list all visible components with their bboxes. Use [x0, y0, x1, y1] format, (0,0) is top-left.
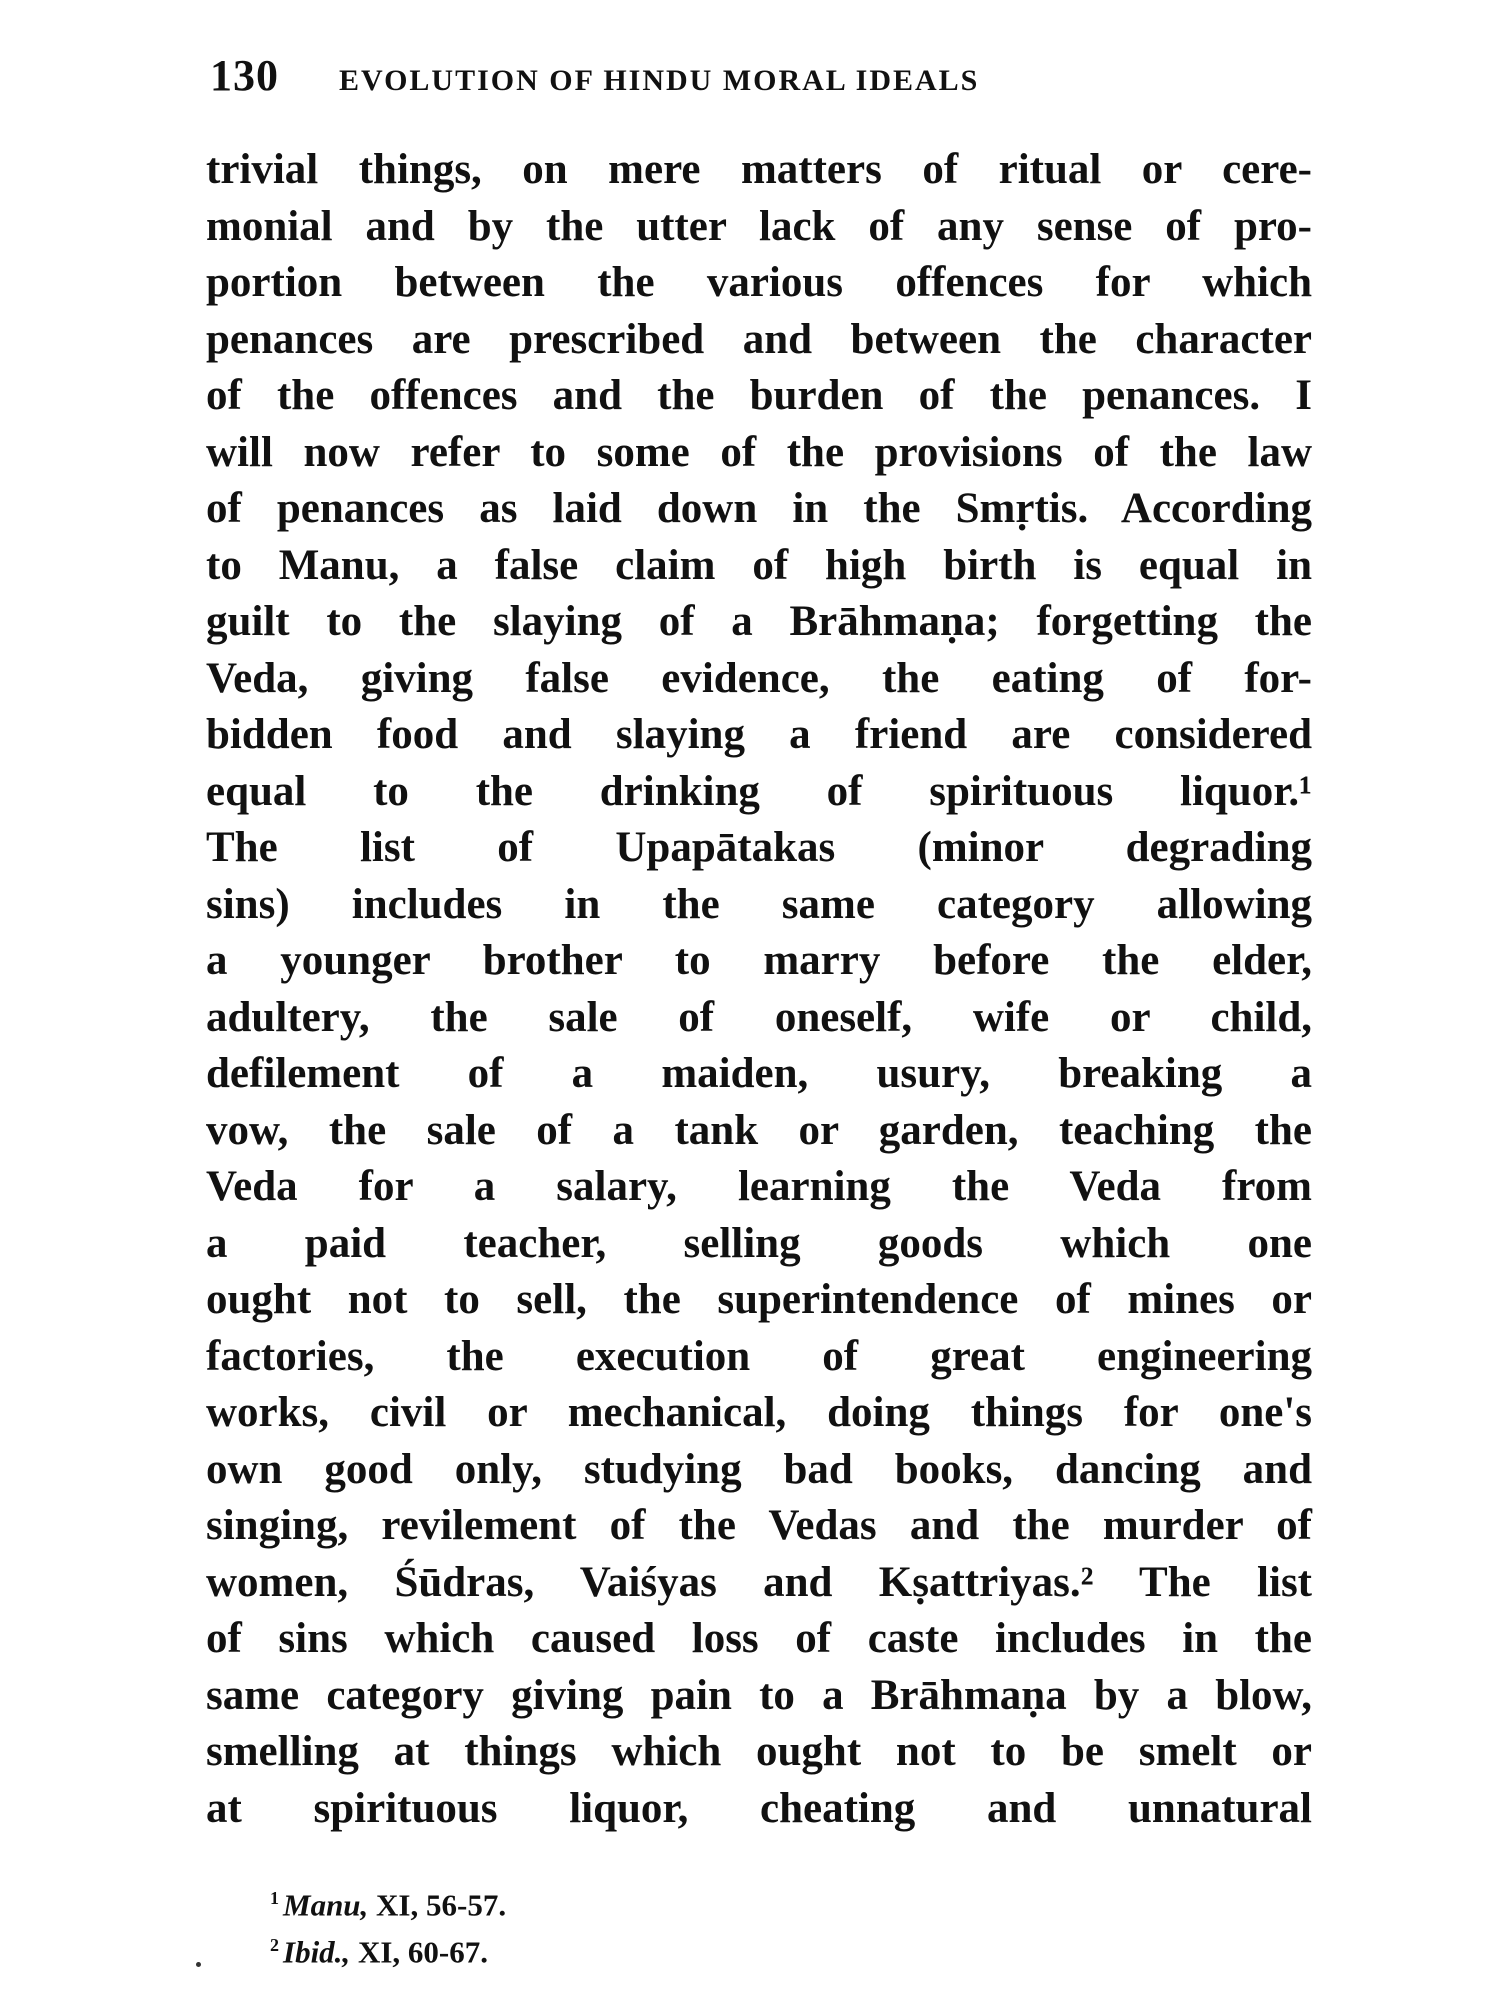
text-line: of penances as laid down in the Smṛtis. According: [206, 485, 1312, 532]
text-line: portion between the various offences for which: [206, 259, 1312, 306]
footnote-2: [270, 1925, 1170, 1972]
text-line: at spirituous liquor, cheating and unnatural: [206, 1784, 1312, 1832]
text-line: Veda, giving false evidence, the eating of for-: [206, 654, 1312, 702]
text-line: monial and by the utter lack of any sense of pro-: [206, 202, 1312, 250]
text-line: guilt to the slaying of a Brāhmaṇa; forgetting the: [206, 598, 1312, 645]
text-line: penances are prescribed and between the character: [206, 315, 1312, 363]
text-line: women, Śūdras, Vaiśyas and Kṣattriyas.² The list: [206, 1558, 1312, 1606]
page-number: 130: [210, 51, 279, 100]
text-line: equal to the drinking of spirituous liquor.¹: [206, 767, 1312, 815]
footnote-mark: 1: [270, 1888, 279, 1908]
body-text: [206, 142, 1312, 1837]
text-line: of the offences and the burden of the penances. I: [206, 372, 1312, 419]
page-header: [210, 50, 1310, 110]
text-line: a younger brother to marry before the elder,: [206, 937, 1312, 984]
text-line: smelling at things which ought not to be smelt or: [206, 1728, 1312, 1775]
footnote-1: [270, 1878, 1170, 1925]
footnote-text: XI, 60-67.: [350, 1934, 488, 1970]
text-line: adultery, the sale of oneself, wife or child,: [206, 993, 1312, 1041]
footnotes: [270, 1878, 1170, 1973]
footnote-text: XI, 56-57.: [368, 1887, 507, 1923]
text-line: of sins which caused loss of caste includes in the: [206, 1615, 1312, 1662]
text-line: will now refer to some of the provisions of the law: [206, 428, 1312, 476]
footnote-source: Ibid.,: [283, 1934, 351, 1970]
text-line: defilement of a maiden, usury, breaking a: [206, 1050, 1312, 1097]
footnote-source: Manu,: [283, 1887, 369, 1923]
running-title: EVOLUTION OF HINDU MORAL IDEALS: [339, 64, 980, 97]
text-line: The list of Upapātakas (minor degrading: [206, 824, 1312, 871]
text-line: Veda for a salary, learning the Veda from: [206, 1163, 1312, 1210]
text-line: sins) includes in the same category allowing: [206, 880, 1312, 928]
text-line: works, civil or mechanical, doing things for one's: [206, 1389, 1312, 1436]
scan-speck: [196, 1962, 201, 1967]
text-line: factories, the execution of great engineering: [206, 1332, 1312, 1380]
text-line: same category giving pain to a Brāhmaṇa by a blow,: [206, 1671, 1312, 1719]
text-line: own good only, studying bad books, dancing and: [206, 1445, 1312, 1493]
text-line: trivial things, on mere matters of ritual or cere-: [206, 146, 1312, 193]
text-line: singing, revilement of the Vedas and the murder of: [206, 1502, 1312, 1549]
text-line: bidden food and slaying a friend are considered: [206, 711, 1312, 758]
text-line: to Manu, a false claim of high birth is equal in: [206, 541, 1312, 589]
text-line: vow, the sale of a tank or garden, teaching the: [206, 1106, 1312, 1154]
text-line: ought not to sell, the superintendence of mines or: [206, 1276, 1312, 1323]
footnote-mark: 2: [270, 1935, 279, 1956]
text-line: a paid teacher, selling goods which one: [206, 1219, 1312, 1267]
